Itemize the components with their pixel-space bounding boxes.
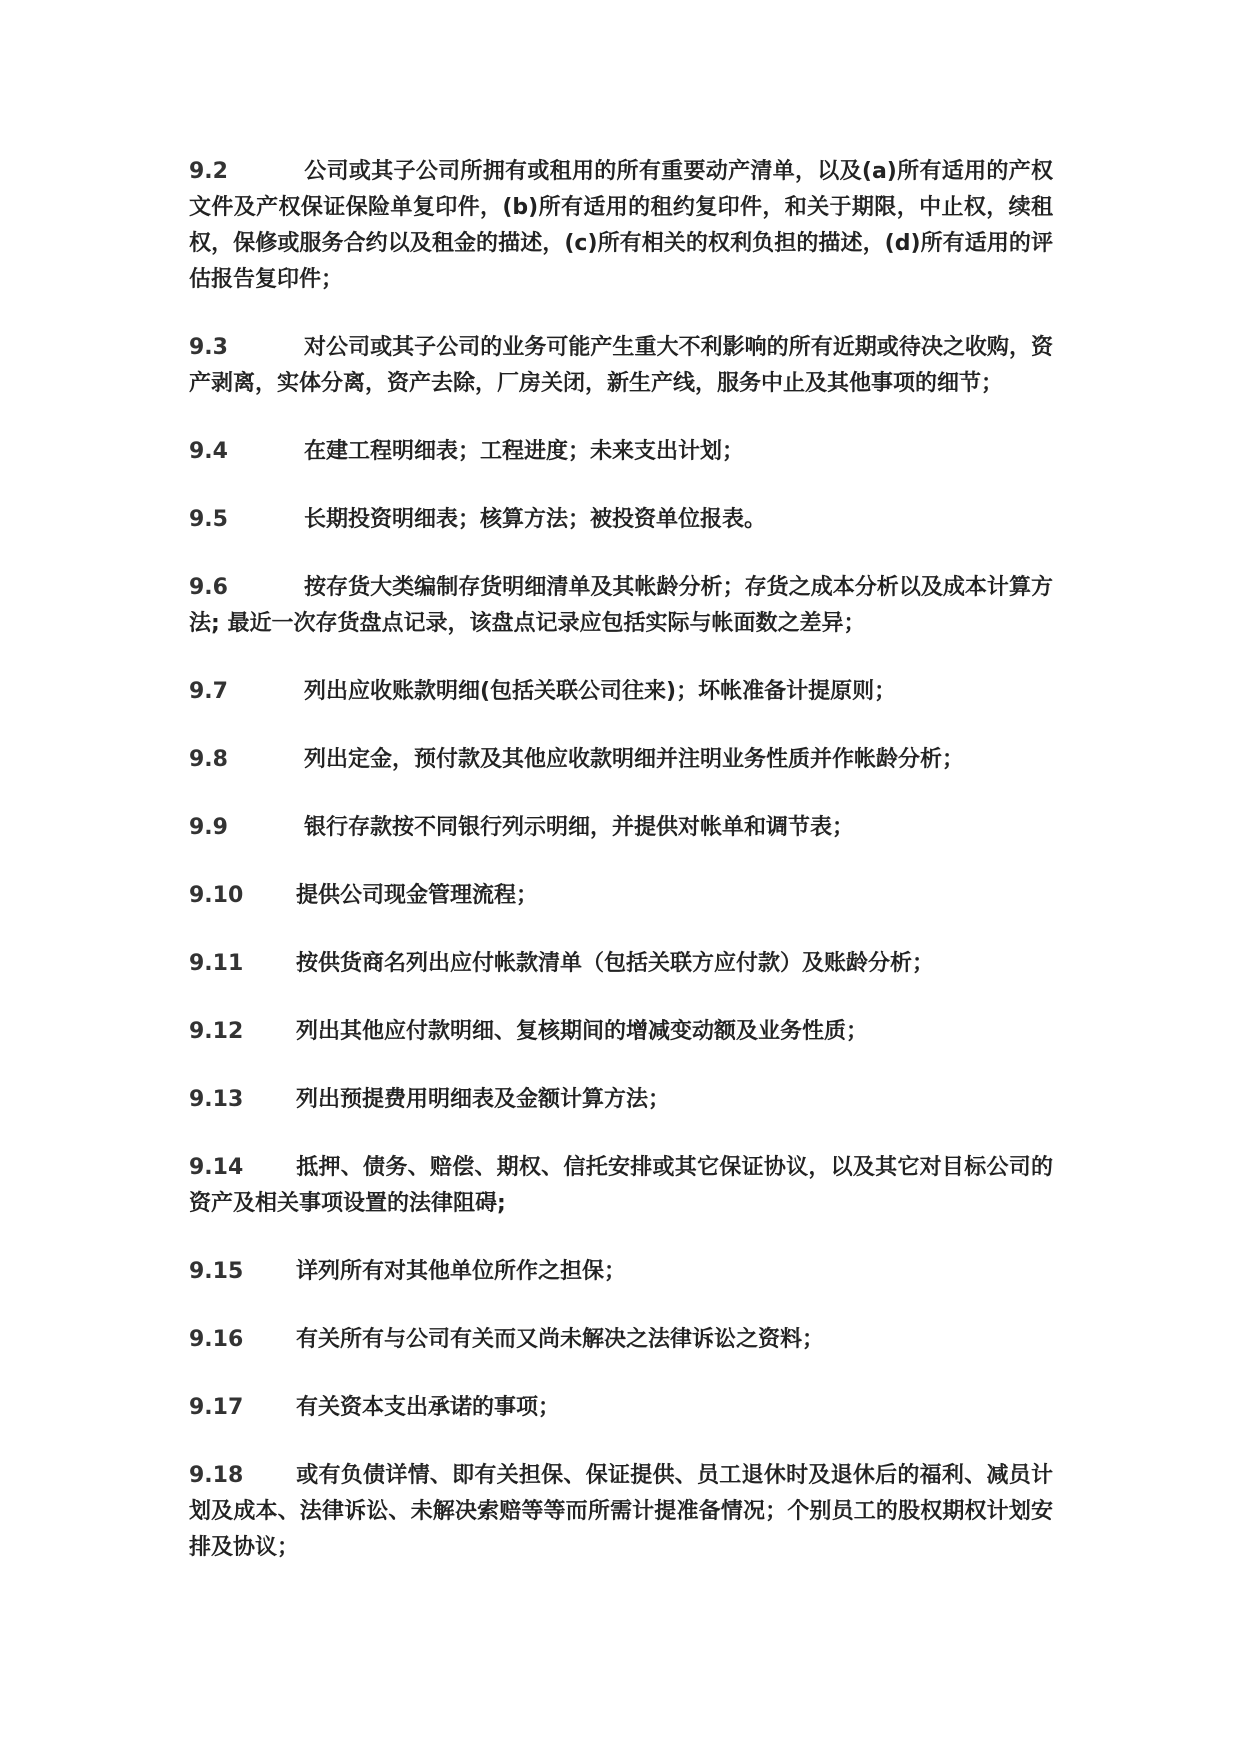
item-number: 9.4 <box>189 439 228 464</box>
item-text: 有关资本支出承诺的事项； <box>296 1395 561 1420</box>
list-item <box>189 434 1053 470</box>
list-item <box>189 330 1053 402</box>
list-item <box>189 1390 1053 1426</box>
item-text: 列出应收账款明细(包括关联公司往来)；坏帐准备计提原则； <box>304 679 897 704</box>
item-text: 详列所有对其他单位所作之担保； <box>296 1259 627 1284</box>
item-number: 9.3 <box>189 335 228 360</box>
item-number: 9.15 <box>189 1259 244 1284</box>
list-item <box>189 502 1053 538</box>
list-item <box>189 1458 1053 1566</box>
item-text: 按存货大类编制存货明细清单及其帐龄分析；存货之成本分析以及成本计算方法; 最近一次存货盘点记录，该盘点记录应包括实际与帐面数之差异； <box>189 575 1053 636</box>
item-number: 9.10 <box>189 883 244 908</box>
list-item <box>189 878 1053 914</box>
item-number: 9.17 <box>189 1395 244 1420</box>
item-text: 提供公司现金管理流程； <box>296 883 539 908</box>
item-number: 9.16 <box>189 1327 244 1352</box>
item-number: 9.5 <box>189 507 228 532</box>
item-text: 长期投资明细表；核算方法；被投资单位报表。 <box>304 507 767 532</box>
list-item <box>189 1150 1053 1222</box>
list-item <box>189 1082 1053 1118</box>
item-number: 9.12 <box>189 1019 244 1044</box>
item-text: 在建工程明细表；工程进度；未来支出计划； <box>304 439 745 464</box>
item-number: 9.8 <box>189 747 228 772</box>
document-body <box>189 154 1053 1598</box>
item-number: 9.18 <box>189 1463 244 1488</box>
list-item <box>189 1322 1053 1358</box>
item-text: 列出其他应付款明细、复核期间的增减变动额及业务性质； <box>296 1019 869 1044</box>
list-item <box>189 1014 1053 1050</box>
list-item <box>189 1254 1053 1290</box>
item-number: 9.13 <box>189 1087 244 1112</box>
list-item <box>189 946 1053 982</box>
list-item <box>189 154 1053 298</box>
item-text: 列出定金，预付款及其他应收款明细并注明业务性质并作帐龄分析； <box>304 747 965 772</box>
item-text: 抵押、债务、赔偿、期权、信托安排或其它保证协议，以及其它对目标公司的资产及相关事项设置的法律阻碍; <box>189 1155 1053 1216</box>
list-item <box>189 810 1053 846</box>
item-number: 9.14 <box>189 1155 244 1180</box>
item-number: 9.9 <box>189 815 228 840</box>
item-number: 9.11 <box>189 951 244 976</box>
item-number: 9.6 <box>189 575 228 600</box>
item-text: 列出预提费用明细表及金额计算方法； <box>296 1087 671 1112</box>
item-text: 公司或其子公司所拥有或租用的所有重要动产清单，以及(a)所有适用的产权文件及产权保证保险单复印件，(b)所有适用的租约复印件，和关于期限，中止权，续租权，保修或服务合约以及租金的描述，(c)所有相关的权利负担的描述，(d)所有适用的评估报告复印件； <box>189 159 1053 292</box>
item-number: 9.2 <box>189 159 228 184</box>
item-text: 有关所有与公司有关而又尚未解决之法律诉讼之资料； <box>296 1327 825 1352</box>
item-text: 或有负债详情、即有关担保、保证提供、员工退休时及退休后的福利、减员计划及成本、法律诉讼、未解决索赔等等而所需计提准备情况；个别员工的股权期权计划安排及协议； <box>189 1463 1053 1560</box>
item-text: 银行存款按不同银行列示明细，并提供对帐单和调节表； <box>304 815 855 840</box>
list-item <box>189 742 1053 778</box>
list-item <box>189 570 1053 642</box>
item-text: 对公司或其子公司的业务可能产生重大不利影响的所有近期或待决之收购，资产剥离，实体分离，资产去除，厂房关闭，新生产线，服务中止及其他事项的细节； <box>189 335 1053 396</box>
item-text: 按供货商名列出应付帐款清单（包括关联方应付款）及账龄分析； <box>296 951 935 976</box>
item-number: 9.7 <box>189 679 228 704</box>
list-item <box>189 674 1053 710</box>
